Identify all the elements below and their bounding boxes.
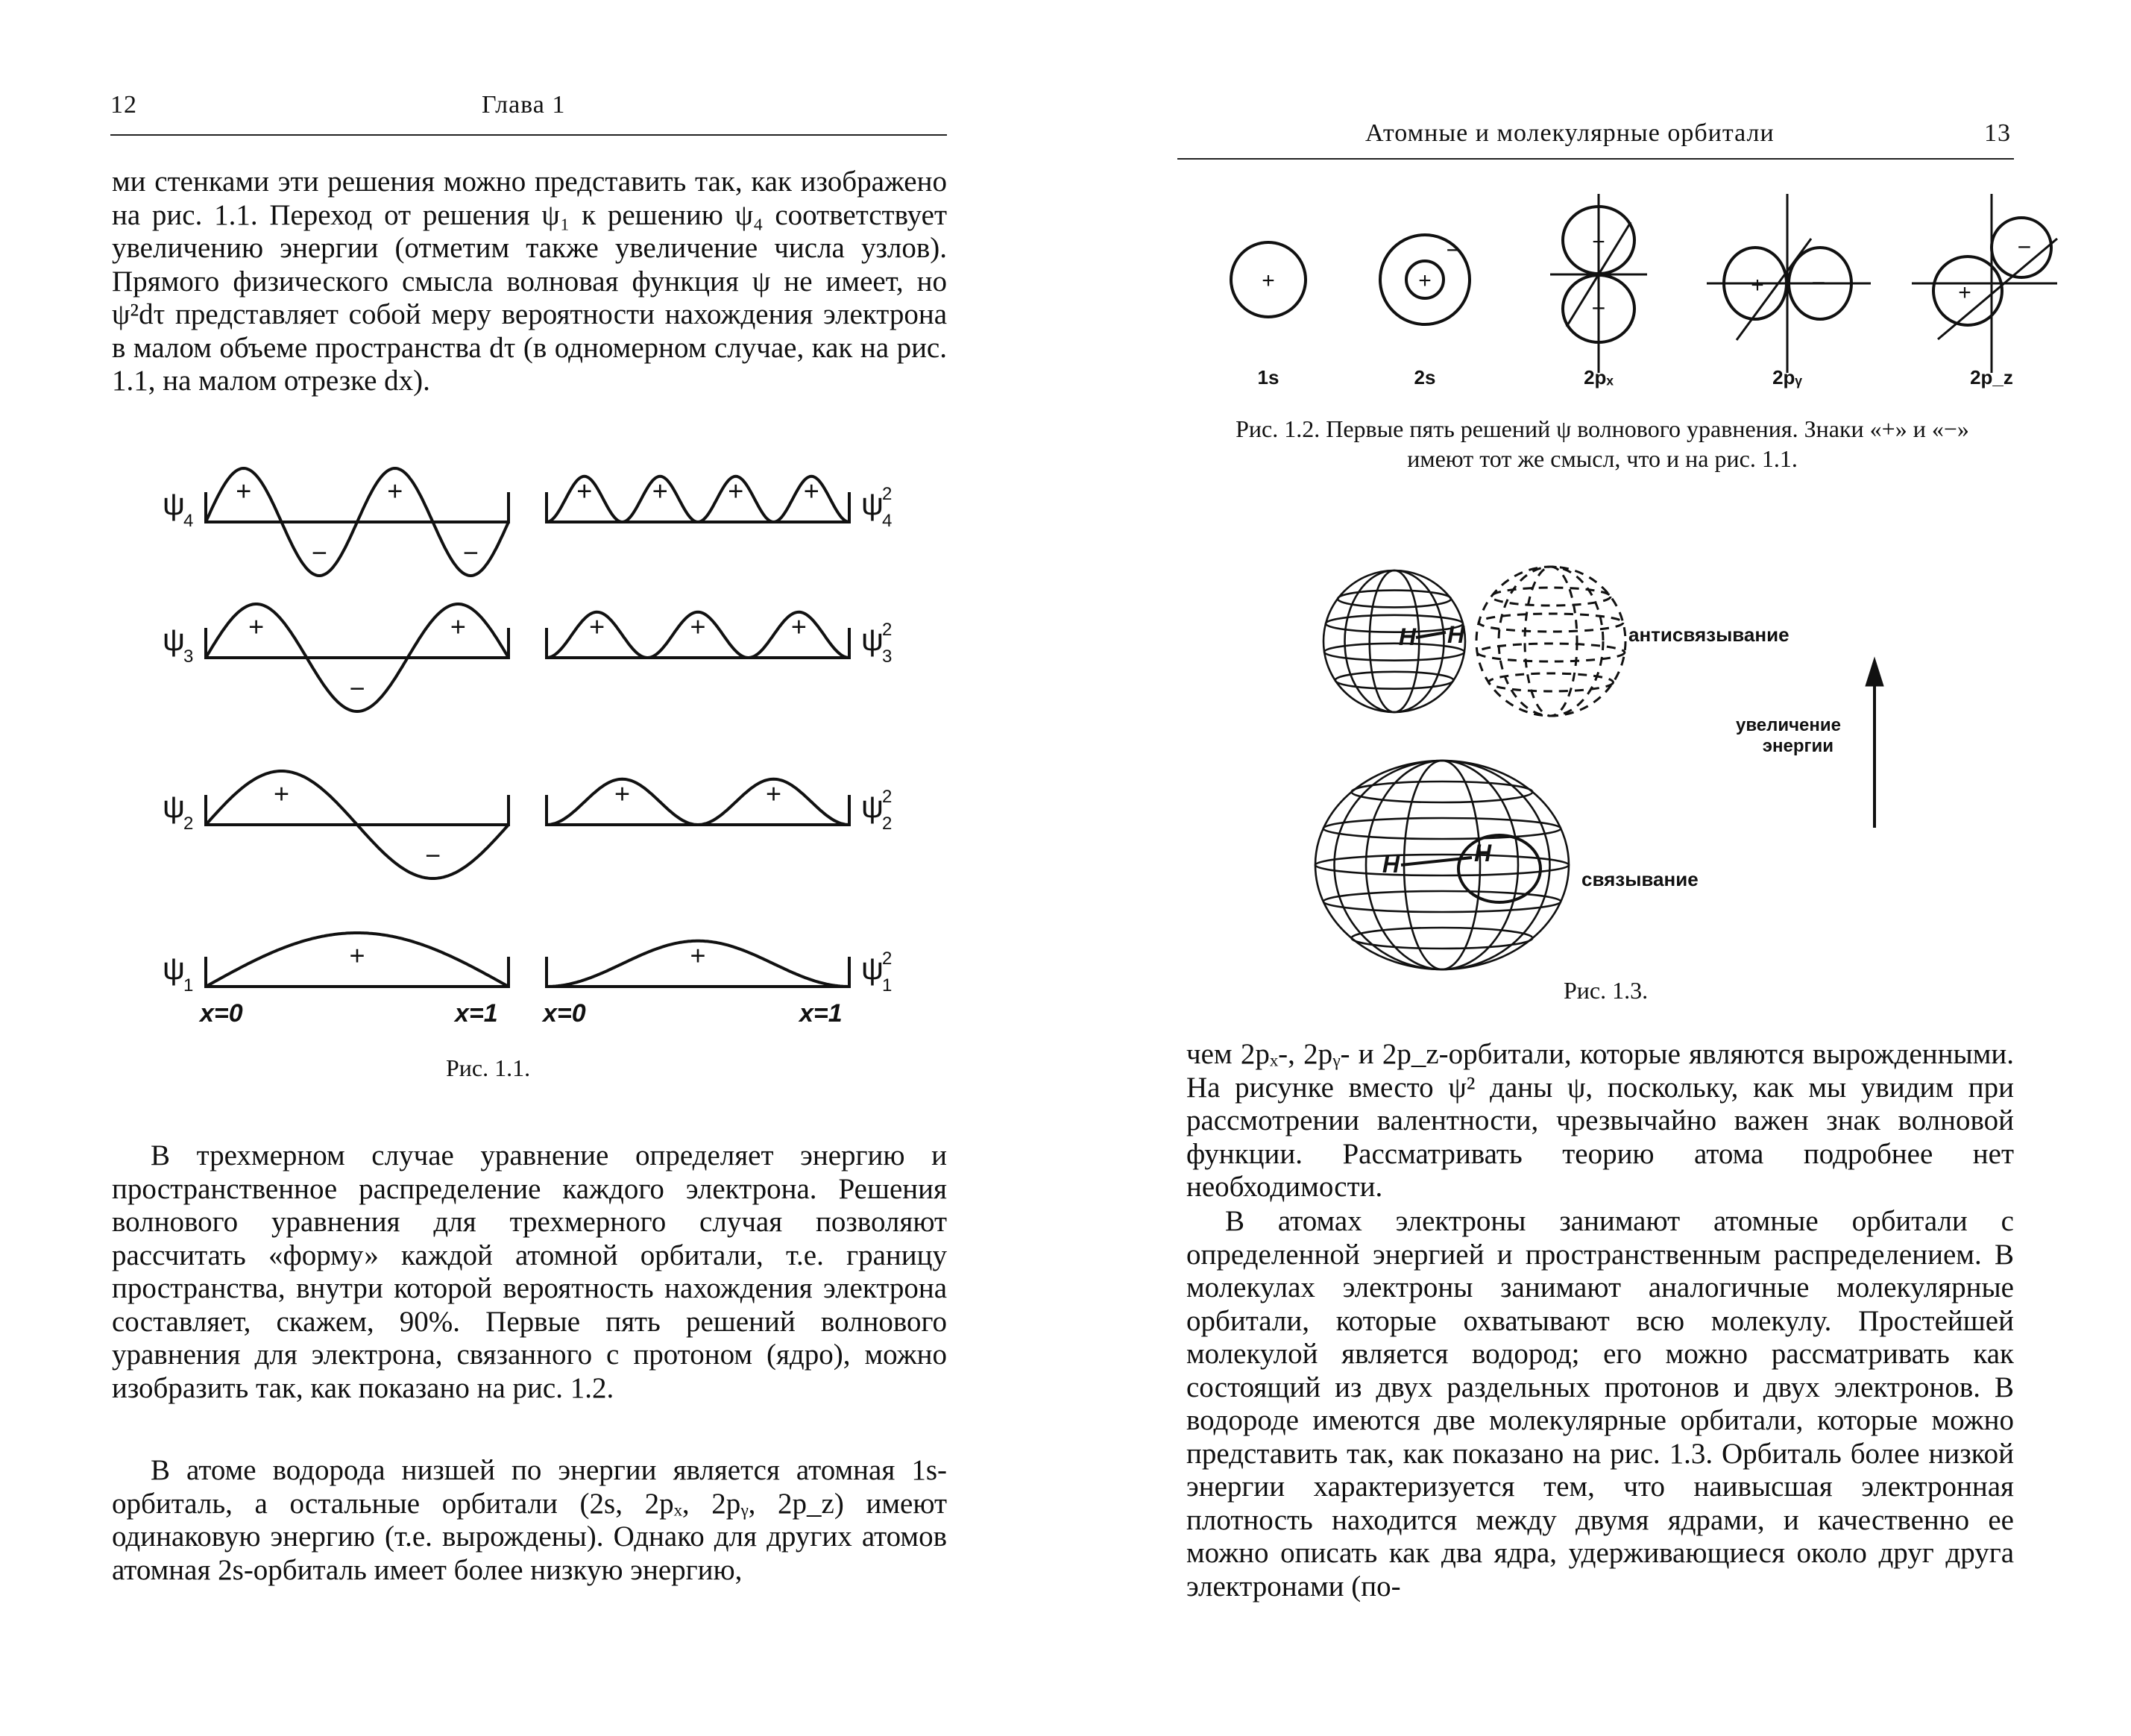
paragraph-top-left: ми стенками эти решения можно представить так, как изображено на рис. 1.1. Переход от решения ψ₁ к решению ψ₄ соответствует увеличению энергии (отметим также увеличение числа узлов). Прямого физического смысла волновая функция ψ не имеет, но ψ²dτ представляет собой меру вероятности нахождения электрона в малом объеме пространства dτ (в одномерном случае, как на рис. 1.1, на малом отрезке dx). bbox=[112, 166, 947, 397]
plus-sign: + bbox=[728, 475, 744, 506]
plus-sign: + bbox=[589, 611, 605, 642]
x-end-label-right: x=1 bbox=[799, 999, 843, 1028]
orbital-label-3: 2pᵧ bbox=[1772, 366, 1802, 389]
minus-sign: − bbox=[424, 840, 441, 871]
plus-sign: + bbox=[450, 611, 466, 642]
psi-squared-label-subscript: 2 bbox=[882, 814, 893, 834]
plus-sign: + bbox=[803, 475, 819, 506]
orbital-label-2: 2pₓ bbox=[1584, 366, 1614, 389]
atom-label: H bbox=[1474, 840, 1492, 867]
psi-squared-box bbox=[547, 795, 849, 825]
header-rule-right bbox=[1177, 158, 2014, 160]
antibonding-right-sphere-parallel bbox=[1491, 588, 1611, 606]
psi-squared-label-superscript: 2 bbox=[882, 484, 893, 504]
bonding-ellipsoid-parallel bbox=[1315, 855, 1569, 875]
plus-sign: + bbox=[1418, 268, 1432, 293]
minus-sign: − bbox=[311, 537, 327, 568]
psi-squared-label-subscript: 3 bbox=[882, 647, 893, 667]
figure-1-2-caption: Рис. 1.2. Первые пять решений ψ волнового уравнения. Знаки «+» и «−» имеют тот же смысл, что и на рис. 1.1. bbox=[1236, 415, 1969, 472]
x-start-label-left: x=0 bbox=[200, 999, 243, 1028]
paragraph-3d-case: В трехмерном случае уравнение определяет энергию и пространственное распределение каждого электрона. Решения волнового уравнения для трехмерного случая позволяют рассчитать «форму» каждой атомной орбитали, т.е. границу пространства, внутри которой вероятность нахождения электрона составляет, скажем, 90%. Первые пять решений волнового уравнения для электрона, связанного с протоном (ядро), можно изобразить так, как показано на рис. 1.2. bbox=[112, 1139, 947, 1404]
axis-line bbox=[1938, 239, 2057, 339]
bonding-ellipsoid-meridian bbox=[1404, 761, 1480, 969]
psi-label-subscript: 1 bbox=[183, 975, 194, 996]
orbital-label-1: 2s bbox=[1414, 366, 1436, 389]
psi-squared-label: ψ bbox=[861, 486, 884, 521]
plus-sign: + bbox=[273, 778, 290, 809]
figure-1-3-caption: Рис. 1.3. bbox=[1563, 977, 1649, 1004]
bond-line bbox=[1416, 632, 1446, 638]
psi-squared-label: ψ bbox=[861, 789, 884, 824]
figure-1-1-caption: Рис. 1.1. bbox=[445, 1054, 531, 1081]
atom-label: H bbox=[1398, 623, 1416, 650]
orbital-label-4: 2p_z bbox=[1970, 366, 2013, 389]
plus-sign: + bbox=[387, 475, 403, 506]
plus-sign: + bbox=[690, 940, 706, 971]
plus-sign: + bbox=[614, 778, 631, 809]
figure-1-1 bbox=[0, 447, 1066, 1119]
running-head-left: Глава 1 bbox=[482, 91, 566, 119]
minus-sign: − bbox=[462, 537, 479, 568]
minus-sign: − bbox=[349, 673, 365, 704]
orbital-label-0: 1s bbox=[1257, 366, 1279, 389]
psi-squared-label-subscript: 4 bbox=[882, 511, 893, 531]
psi-squared-label-superscript: 2 bbox=[882, 787, 893, 807]
bonding-ellipsoid bbox=[1315, 761, 1569, 969]
minus-sign: − bbox=[2017, 233, 2032, 260]
page-number-right: 13 bbox=[1984, 119, 2011, 147]
header-rule-left bbox=[110, 134, 947, 136]
page-number-left: 12 bbox=[110, 91, 137, 119]
atom-label: H bbox=[1447, 621, 1465, 648]
energy-arrow-head bbox=[1866, 658, 1883, 686]
plus-sign: + bbox=[690, 611, 706, 642]
energy-label-line2: энергии bbox=[1762, 736, 1833, 756]
psi-label-subscript: 2 bbox=[183, 814, 194, 834]
running-head-right: Атомные и молекулярные орбитали bbox=[1365, 119, 1775, 147]
figure-1-3 bbox=[1066, 515, 2131, 977]
psi-label: ψ bbox=[163, 789, 185, 824]
figure-1-2 bbox=[1066, 172, 2131, 410]
plus-sign: + bbox=[248, 611, 265, 642]
bonding-ellipsoid-parallel bbox=[1352, 928, 1533, 949]
plus-sign: + bbox=[349, 940, 365, 971]
psi-squared-label: ψ bbox=[861, 622, 884, 657]
psi-label: ψ bbox=[163, 622, 185, 657]
bonding-ellipsoid-parallel bbox=[1323, 818, 1561, 839]
plus-sign: + bbox=[652, 475, 668, 506]
x-end-label-left: x=1 bbox=[455, 999, 498, 1028]
plus-sign: + bbox=[790, 611, 807, 642]
psi-label-subscript: 3 bbox=[183, 647, 194, 667]
minus-sign: − bbox=[1591, 295, 1606, 321]
psi-label: ψ bbox=[163, 486, 185, 521]
minus-sign: − bbox=[1446, 236, 1461, 263]
psi-squared-label-subscript: 1 bbox=[882, 975, 893, 996]
plus-sign: + bbox=[1262, 268, 1275, 293]
bonding-label: связывание bbox=[1581, 868, 1699, 890]
psi-squared-label-superscript: 2 bbox=[882, 620, 893, 640]
paragraph-molecules: В атомах электроны занимают атомные орбитали с определенной энергией и пространственным распределением. В молекулах электроны занимают аналогичные молекулярные орбитали, которые охватывают всю молекулу. Простейшей молекулой является водород; его можно рассматривать как состоящий из двух раздельных протонов и двух электронов. В водороде имеются две молекулярные орбитали, которые можно представить так, как показано на рис. 1.3. Орбиталь более низкой энергии характеризуется тем, что наивысшая электронная плотность находится между двумя ядрами, и качественно ее можно описать как два ядра, удерживающиеся около друг друга электронами (по- bbox=[1186, 1205, 2014, 1603]
x-start-label-right: x=0 bbox=[543, 999, 586, 1028]
bonding-ellipsoid-parallel bbox=[1352, 781, 1533, 802]
psi-box bbox=[206, 795, 509, 825]
psi-label-subscript: 4 bbox=[183, 511, 194, 531]
plus-sign: + bbox=[765, 778, 782, 809]
bond-line bbox=[1401, 858, 1472, 865]
plus-sign: + bbox=[236, 475, 252, 506]
plus-sign: + bbox=[1592, 230, 1605, 254]
psi-squared-label-superscript: 2 bbox=[882, 949, 893, 969]
antibonding-right-sphere-meridian bbox=[1525, 567, 1577, 716]
minus-sign: − bbox=[1811, 269, 1826, 296]
paragraph-hydrogen-atom: В атоме водорода низшей по энергии является атомная 1s-орбиталь, а остальные орбитали (2s, 2pₓ, 2pᵧ, 2p_z) имеют одинаковую энергию (т.е. вырождены). Однако для других атомов атомная 2s-орбиталь имеет более низкую энергию, bbox=[112, 1454, 947, 1586]
psi-label: ψ bbox=[163, 951, 185, 986]
psi-squared-label: ψ bbox=[861, 951, 884, 986]
plus-sign: + bbox=[576, 475, 593, 506]
psi-squared-curve bbox=[547, 779, 849, 825]
plus-sign: + bbox=[1958, 280, 1971, 305]
plus-sign: + bbox=[1751, 273, 1764, 298]
antibonding-label: антисвязывание bbox=[1628, 623, 1790, 646]
atom-label: H bbox=[1382, 851, 1400, 878]
energy-label-line1: увеличение bbox=[1735, 715, 1841, 735]
paragraph-degenerate: чем 2pₓ-, 2pᵧ- и 2p_z-орбитали, которые являются вырожденными. На рисунке вместо ψ² даны ψ, поскольку, как мы увидим при рассмотрении валентности, чрезвычайно важен знак волновой функции. Рассматривать теорию атома подробнее нет необходимости. bbox=[1186, 1038, 2014, 1203]
right-page bbox=[1066, 0, 2131, 1736]
